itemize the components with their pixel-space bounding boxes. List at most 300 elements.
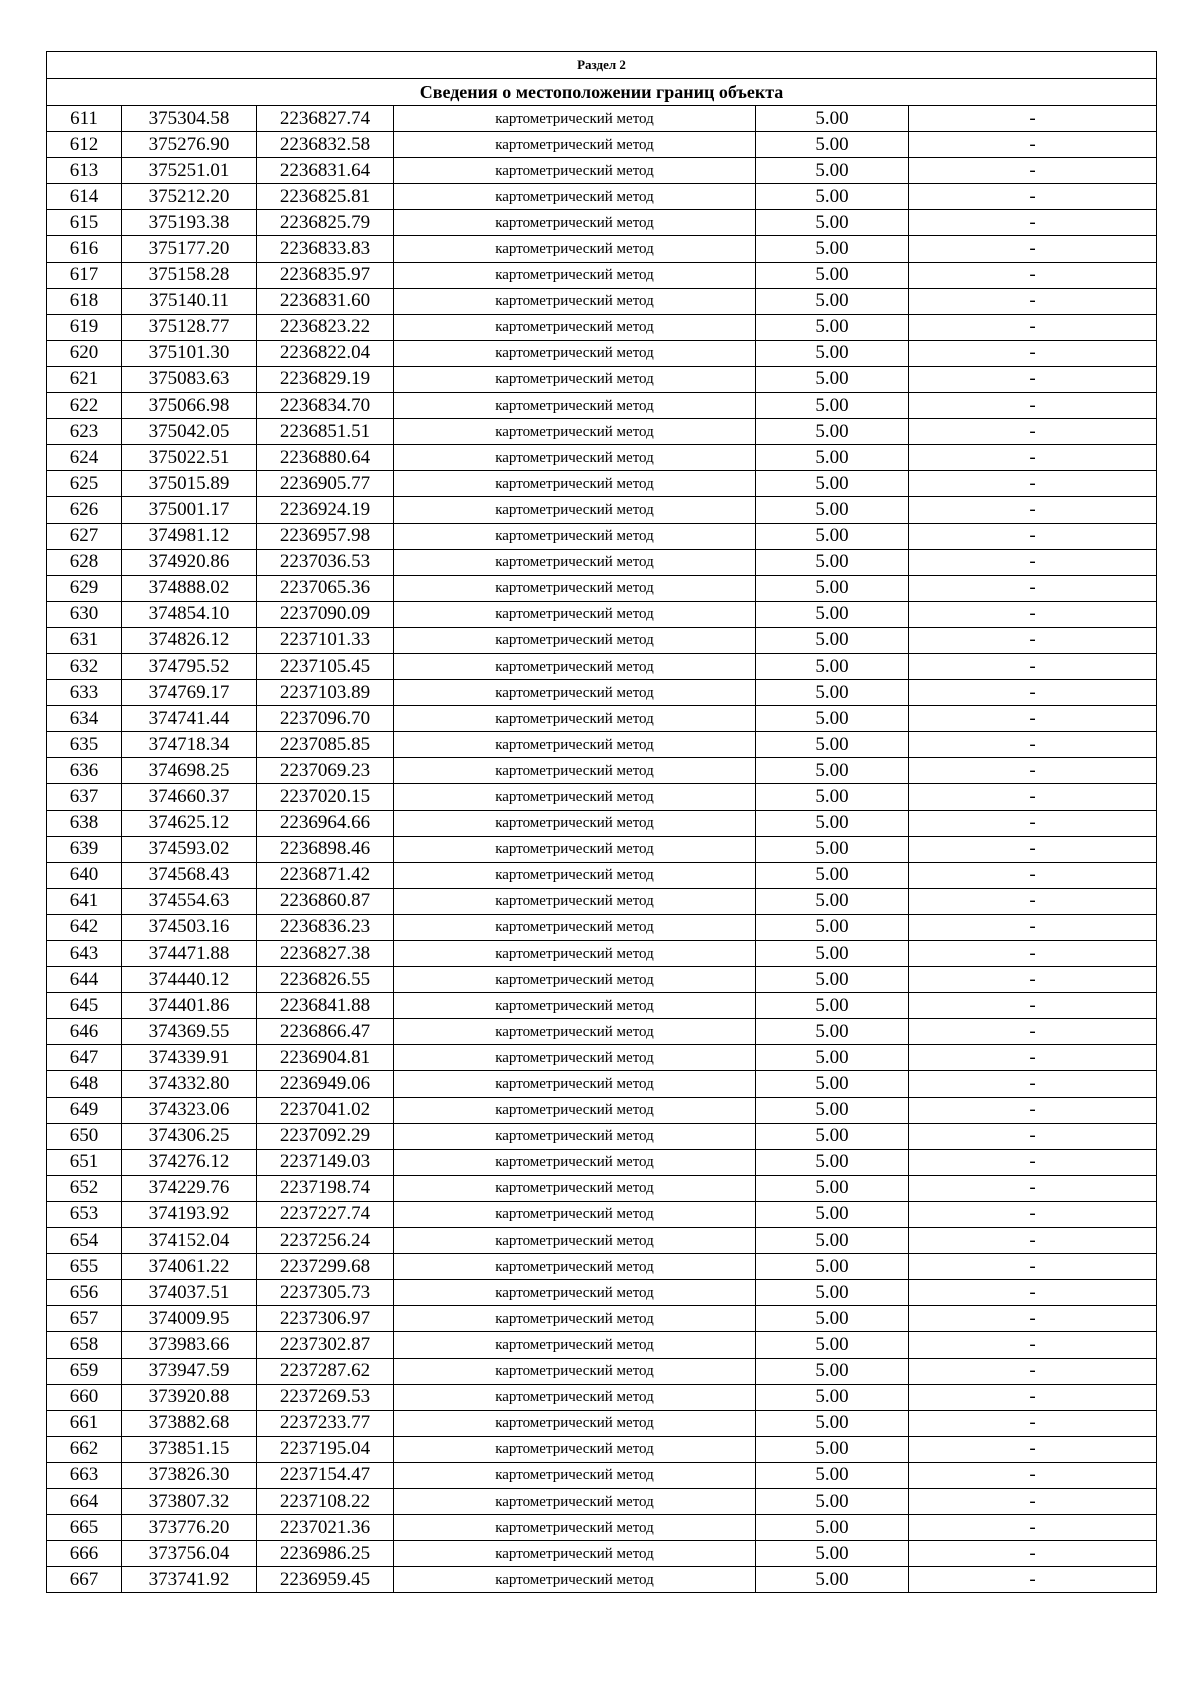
coordinate-x-cell: 373807.32 — [122, 1488, 257, 1514]
point-number-cell: 667 — [47, 1567, 122, 1593]
point-number-cell: 659 — [47, 1358, 122, 1384]
note-cell: - — [909, 366, 1157, 392]
table-row — [47, 158, 1157, 184]
point-number-cell: 655 — [47, 1254, 122, 1280]
method-cell: картометрический метод — [394, 158, 756, 184]
table-row — [47, 601, 1157, 627]
accuracy-cell: 5.00 — [756, 836, 909, 862]
coordinate-x-cell: 375251.01 — [122, 158, 257, 184]
coordinate-y-cell: 2236959.45 — [257, 1567, 394, 1593]
coordinate-x-cell: 373756.04 — [122, 1541, 257, 1567]
method-cell: картометрический метод — [394, 993, 756, 1019]
table-row — [47, 184, 1157, 210]
coordinate-x-cell: 375101.30 — [122, 340, 257, 366]
accuracy-cell: 5.00 — [756, 653, 909, 679]
coordinate-y-cell: 2237149.03 — [257, 1149, 394, 1175]
point-number-cell: 638 — [47, 810, 122, 836]
table-row — [47, 1123, 1157, 1149]
note-cell: - — [909, 1280, 1157, 1306]
method-cell: картометрический метод — [394, 1436, 756, 1462]
table-row — [47, 1175, 1157, 1201]
table-row — [47, 1201, 1157, 1227]
coordinate-x-cell: 374698.25 — [122, 758, 257, 784]
accuracy-cell: 5.00 — [756, 1123, 909, 1149]
table-row — [47, 366, 1157, 392]
method-cell: картометрический метод — [394, 106, 756, 132]
note-cell: - — [909, 914, 1157, 940]
method-cell: картометрический метод — [394, 836, 756, 862]
accuracy-cell: 5.00 — [756, 419, 909, 445]
accuracy-cell: 5.00 — [756, 1306, 909, 1332]
note-cell: - — [909, 1384, 1157, 1410]
point-number-cell: 642 — [47, 914, 122, 940]
table-title-row — [47, 79, 1157, 106]
coordinate-x-cell: 374981.12 — [122, 523, 257, 549]
point-number-cell: 634 — [47, 706, 122, 732]
point-number-cell: 618 — [47, 288, 122, 314]
coordinate-x-cell: 374718.34 — [122, 732, 257, 758]
method-cell: картометрический метод — [394, 132, 756, 158]
coordinate-y-cell: 2237101.33 — [257, 627, 394, 653]
note-cell: - — [909, 810, 1157, 836]
method-cell: картометрический метод — [394, 419, 756, 445]
table-row — [47, 941, 1157, 967]
note-cell: - — [909, 888, 1157, 914]
coordinate-x-cell: 375140.11 — [122, 288, 257, 314]
method-cell: картометрический метод — [394, 1045, 756, 1071]
accuracy-cell: 5.00 — [756, 184, 909, 210]
method-cell: картометрический метод — [394, 653, 756, 679]
table-row — [47, 784, 1157, 810]
method-cell: картометрический метод — [394, 967, 756, 993]
coordinate-y-cell: 2236832.58 — [257, 132, 394, 158]
coordinate-x-cell: 374009.95 — [122, 1306, 257, 1332]
point-number-cell: 656 — [47, 1280, 122, 1306]
coordinate-x-cell: 374193.92 — [122, 1201, 257, 1227]
accuracy-cell: 5.00 — [756, 1462, 909, 1488]
table-row — [47, 471, 1157, 497]
point-number-cell: 627 — [47, 523, 122, 549]
table-row — [47, 497, 1157, 523]
coordinate-x-cell: 374854.10 — [122, 601, 257, 627]
accuracy-cell: 5.00 — [756, 1071, 909, 1097]
note-cell: - — [909, 549, 1157, 575]
accuracy-cell: 5.00 — [756, 680, 909, 706]
coordinate-x-cell: 373741.92 — [122, 1567, 257, 1593]
point-number-cell: 637 — [47, 784, 122, 810]
accuracy-cell: 5.00 — [756, 1436, 909, 1462]
coordinate-y-cell: 2237096.70 — [257, 706, 394, 732]
coordinate-y-cell: 2237302.87 — [257, 1332, 394, 1358]
coordinate-y-cell: 2236822.04 — [257, 340, 394, 366]
method-cell: картометрический метод — [394, 941, 756, 967]
coordinate-y-cell: 2236823.22 — [257, 314, 394, 340]
point-number-cell: 664 — [47, 1488, 122, 1514]
note-cell: - — [909, 106, 1157, 132]
note-cell: - — [909, 653, 1157, 679]
coordinate-y-cell: 2236826.55 — [257, 967, 394, 993]
accuracy-cell: 5.00 — [756, 732, 909, 758]
coordinate-x-cell: 373776.20 — [122, 1515, 257, 1541]
coordinate-y-cell: 2236834.70 — [257, 393, 394, 419]
accuracy-cell: 5.00 — [756, 1567, 909, 1593]
note-cell: - — [909, 836, 1157, 862]
coordinate-x-cell: 375083.63 — [122, 366, 257, 392]
note-cell: - — [909, 732, 1157, 758]
method-cell: картометрический метод — [394, 784, 756, 810]
note-cell: - — [909, 184, 1157, 210]
table-row — [47, 1149, 1157, 1175]
coordinate-y-cell: 2236825.81 — [257, 184, 394, 210]
coordinate-x-cell: 375128.77 — [122, 314, 257, 340]
accuracy-cell: 5.00 — [756, 706, 909, 732]
table-row — [47, 1567, 1157, 1593]
table-row — [47, 575, 1157, 601]
note-cell: - — [909, 419, 1157, 445]
coordinate-x-cell: 375015.89 — [122, 471, 257, 497]
coordinate-y-cell: 2237105.45 — [257, 653, 394, 679]
method-cell: картометрический метод — [394, 1019, 756, 1045]
method-cell: картометрический метод — [394, 888, 756, 914]
table-row — [47, 1280, 1157, 1306]
method-cell: картометрический метод — [394, 1280, 756, 1306]
point-number-cell: 652 — [47, 1175, 122, 1201]
accuracy-cell: 5.00 — [756, 340, 909, 366]
method-cell: картометрический метод — [394, 1071, 756, 1097]
coordinate-x-cell: 375212.20 — [122, 184, 257, 210]
table-row — [47, 1228, 1157, 1254]
point-number-cell: 613 — [47, 158, 122, 184]
coordinate-y-cell: 2237154.47 — [257, 1462, 394, 1488]
point-number-cell: 639 — [47, 836, 122, 862]
table-row — [47, 1541, 1157, 1567]
accuracy-cell: 5.00 — [756, 288, 909, 314]
coordinate-x-cell: 374769.17 — [122, 680, 257, 706]
table-row — [47, 1358, 1157, 1384]
point-number-cell: 658 — [47, 1332, 122, 1358]
method-cell: картометрический метод — [394, 1254, 756, 1280]
point-number-cell: 619 — [47, 314, 122, 340]
coordinate-y-cell: 2236904.81 — [257, 1045, 394, 1071]
note-cell: - — [909, 758, 1157, 784]
note-cell: - — [909, 393, 1157, 419]
note-cell: - — [909, 1541, 1157, 1567]
note-cell: - — [909, 941, 1157, 967]
coordinate-x-cell: 373920.88 — [122, 1384, 257, 1410]
method-cell: картометрический метод — [394, 627, 756, 653]
coordinate-y-cell: 2237195.04 — [257, 1436, 394, 1462]
coordinate-x-cell: 374503.16 — [122, 914, 257, 940]
note-cell: - — [909, 1149, 1157, 1175]
accuracy-cell: 5.00 — [756, 941, 909, 967]
note-cell: - — [909, 1045, 1157, 1071]
coordinate-y-cell: 2237041.02 — [257, 1097, 394, 1123]
coordinate-x-cell: 375042.05 — [122, 419, 257, 445]
table-row — [47, 758, 1157, 784]
note-cell: - — [909, 1488, 1157, 1514]
coordinate-x-cell: 374593.02 — [122, 836, 257, 862]
accuracy-cell: 5.00 — [756, 366, 909, 392]
method-cell: картометрический метод — [394, 366, 756, 392]
section-label: Раздел 2 — [47, 52, 1157, 79]
accuracy-cell: 5.00 — [756, 1515, 909, 1541]
accuracy-cell: 5.00 — [756, 888, 909, 914]
method-cell: картометрический метод — [394, 236, 756, 262]
point-number-cell: 657 — [47, 1306, 122, 1332]
point-number-cell: 622 — [47, 393, 122, 419]
accuracy-cell: 5.00 — [756, 993, 909, 1019]
accuracy-cell: 5.00 — [756, 1019, 909, 1045]
method-cell: картометрический метод — [394, 288, 756, 314]
method-cell: картометрический метод — [394, 1515, 756, 1541]
coordinate-y-cell: 2236924.19 — [257, 497, 394, 523]
coordinate-x-cell: 374568.43 — [122, 862, 257, 888]
coordinate-y-cell: 2237305.73 — [257, 1280, 394, 1306]
note-cell: - — [909, 575, 1157, 601]
coordinate-y-cell: 2237036.53 — [257, 549, 394, 575]
point-number-cell: 617 — [47, 262, 122, 288]
coordinate-x-cell: 374471.88 — [122, 941, 257, 967]
coordinate-y-cell: 2236827.38 — [257, 941, 394, 967]
coordinate-y-cell: 2237299.68 — [257, 1254, 394, 1280]
point-number-cell: 665 — [47, 1515, 122, 1541]
table-row — [47, 236, 1157, 262]
method-cell: картометрический метод — [394, 732, 756, 758]
table-row — [47, 627, 1157, 653]
accuracy-cell: 5.00 — [756, 1045, 909, 1071]
method-cell: картометрический метод — [394, 1228, 756, 1254]
table-row — [47, 288, 1157, 314]
accuracy-cell: 5.00 — [756, 914, 909, 940]
table-row — [47, 653, 1157, 679]
coordinate-y-cell: 2236835.97 — [257, 262, 394, 288]
point-number-cell: 630 — [47, 601, 122, 627]
table-row — [47, 1097, 1157, 1123]
coordinate-x-cell: 374229.76 — [122, 1175, 257, 1201]
accuracy-cell: 5.00 — [756, 1541, 909, 1567]
method-cell: картометрический метод — [394, 601, 756, 627]
table-row — [47, 1384, 1157, 1410]
accuracy-cell: 5.00 — [756, 236, 909, 262]
point-number-cell: 643 — [47, 941, 122, 967]
method-cell: картометрический метод — [394, 393, 756, 419]
table-row — [47, 967, 1157, 993]
coordinate-y-cell: 2236860.87 — [257, 888, 394, 914]
note-cell: - — [909, 1410, 1157, 1436]
point-number-cell: 651 — [47, 1149, 122, 1175]
note-cell: - — [909, 993, 1157, 1019]
accuracy-cell: 5.00 — [756, 1149, 909, 1175]
note-cell: - — [909, 1019, 1157, 1045]
point-number-cell: 615 — [47, 210, 122, 236]
coordinate-x-cell: 374339.91 — [122, 1045, 257, 1071]
accuracy-cell: 5.00 — [756, 497, 909, 523]
point-number-cell: 644 — [47, 967, 122, 993]
coordinate-y-cell: 2236964.66 — [257, 810, 394, 836]
coordinate-x-cell: 374061.22 — [122, 1254, 257, 1280]
method-cell: картометрический метод — [394, 914, 756, 940]
coordinate-y-cell: 2237020.15 — [257, 784, 394, 810]
accuracy-cell: 5.00 — [756, 1410, 909, 1436]
point-number-cell: 640 — [47, 862, 122, 888]
table-row — [47, 1071, 1157, 1097]
coordinate-y-cell: 2236831.64 — [257, 158, 394, 184]
point-number-cell: 647 — [47, 1045, 122, 1071]
table-row — [47, 1488, 1157, 1514]
point-number-cell: 625 — [47, 471, 122, 497]
coordinate-x-cell: 375276.90 — [122, 132, 257, 158]
accuracy-cell: 5.00 — [756, 758, 909, 784]
point-number-cell: 621 — [47, 366, 122, 392]
method-cell: картометрический метод — [394, 549, 756, 575]
accuracy-cell: 5.00 — [756, 210, 909, 236]
accuracy-cell: 5.00 — [756, 523, 909, 549]
method-cell: картометрический метод — [394, 1332, 756, 1358]
point-number-cell: 629 — [47, 575, 122, 601]
point-number-cell: 612 — [47, 132, 122, 158]
accuracy-cell: 5.00 — [756, 1175, 909, 1201]
coordinate-x-cell: 374920.86 — [122, 549, 257, 575]
accuracy-cell: 5.00 — [756, 445, 909, 471]
method-cell: картометрический метод — [394, 1149, 756, 1175]
point-number-cell: 648 — [47, 1071, 122, 1097]
accuracy-cell: 5.00 — [756, 1254, 909, 1280]
table-row — [47, 1306, 1157, 1332]
coordinate-x-cell: 374554.63 — [122, 888, 257, 914]
method-cell: картометрический метод — [394, 680, 756, 706]
coordinate-x-cell: 374440.12 — [122, 967, 257, 993]
coordinate-y-cell: 2236831.60 — [257, 288, 394, 314]
point-number-cell: 663 — [47, 1462, 122, 1488]
accuracy-cell: 5.00 — [756, 810, 909, 836]
coordinate-x-cell: 374276.12 — [122, 1149, 257, 1175]
coordinate-y-cell: 2236871.42 — [257, 862, 394, 888]
coordinate-x-cell: 373851.15 — [122, 1436, 257, 1462]
coordinate-y-cell: 2236898.46 — [257, 836, 394, 862]
accuracy-cell: 5.00 — [756, 1384, 909, 1410]
note-cell: - — [909, 601, 1157, 627]
note-cell: - — [909, 1175, 1157, 1201]
note-cell: - — [909, 340, 1157, 366]
method-cell: картометрический метод — [394, 1358, 756, 1384]
table-row — [47, 862, 1157, 888]
coordinate-x-cell: 375304.58 — [122, 106, 257, 132]
point-number-cell: 631 — [47, 627, 122, 653]
table-row — [47, 445, 1157, 471]
accuracy-cell: 5.00 — [756, 158, 909, 184]
note-cell: - — [909, 1567, 1157, 1593]
coordinate-y-cell: 2237256.24 — [257, 1228, 394, 1254]
point-number-cell: 662 — [47, 1436, 122, 1462]
coordinate-x-cell: 374152.04 — [122, 1228, 257, 1254]
point-number-cell: 650 — [47, 1123, 122, 1149]
method-cell: картометрический метод — [394, 445, 756, 471]
method-cell: картометрический метод — [394, 758, 756, 784]
coordinate-x-cell: 375066.98 — [122, 393, 257, 419]
point-number-cell: 623 — [47, 419, 122, 445]
method-cell: картометрический метод — [394, 1462, 756, 1488]
table-row — [47, 1410, 1157, 1436]
coordinate-x-cell: 374888.02 — [122, 575, 257, 601]
coordinate-x-cell: 374369.55 — [122, 1019, 257, 1045]
coordinate-x-cell: 373882.68 — [122, 1410, 257, 1436]
coordinate-x-cell: 375022.51 — [122, 445, 257, 471]
note-cell: - — [909, 706, 1157, 732]
method-cell: картометрический метод — [394, 262, 756, 288]
coordinate-y-cell: 2236836.23 — [257, 914, 394, 940]
note-cell: - — [909, 262, 1157, 288]
coordinate-y-cell: 2236841.88 — [257, 993, 394, 1019]
table-row — [47, 1332, 1157, 1358]
method-cell: картометрический метод — [394, 523, 756, 549]
table-row — [47, 132, 1157, 158]
point-number-cell: 633 — [47, 680, 122, 706]
table-row — [47, 732, 1157, 758]
note-cell: - — [909, 523, 1157, 549]
accuracy-cell: 5.00 — [756, 575, 909, 601]
coordinate-y-cell: 2236949.06 — [257, 1071, 394, 1097]
accuracy-cell: 5.00 — [756, 627, 909, 653]
table-row — [47, 419, 1157, 445]
point-number-cell: 636 — [47, 758, 122, 784]
method-cell: картометрический метод — [394, 1567, 756, 1593]
point-number-cell: 628 — [47, 549, 122, 575]
point-number-cell: 632 — [47, 653, 122, 679]
table-row — [47, 993, 1157, 1019]
coordinate-y-cell: 2237069.23 — [257, 758, 394, 784]
coordinate-y-cell: 2236827.74 — [257, 106, 394, 132]
coordinate-y-cell: 2236880.64 — [257, 445, 394, 471]
coordinate-x-cell: 374306.25 — [122, 1123, 257, 1149]
coordinate-y-cell: 2237233.77 — [257, 1410, 394, 1436]
method-cell: картометрический метод — [394, 1175, 756, 1201]
point-number-cell: 666 — [47, 1541, 122, 1567]
note-cell: - — [909, 1306, 1157, 1332]
table-row — [47, 262, 1157, 288]
boundary-coordinates-table — [46, 51, 1157, 1593]
method-cell: картометрический метод — [394, 1201, 756, 1227]
coordinate-y-cell: 2237085.85 — [257, 732, 394, 758]
method-cell: картометрический метод — [394, 810, 756, 836]
coordinate-y-cell: 2237306.97 — [257, 1306, 394, 1332]
method-cell: картометрический метод — [394, 862, 756, 888]
note-cell: - — [909, 1436, 1157, 1462]
coordinate-x-cell: 373826.30 — [122, 1462, 257, 1488]
coordinate-y-cell: 2236986.25 — [257, 1541, 394, 1567]
note-cell: - — [909, 445, 1157, 471]
note-cell: - — [909, 314, 1157, 340]
coordinate-x-cell: 373947.59 — [122, 1358, 257, 1384]
note-cell: - — [909, 1201, 1157, 1227]
note-cell: - — [909, 1228, 1157, 1254]
accuracy-cell: 5.00 — [756, 471, 909, 497]
note-cell: - — [909, 1462, 1157, 1488]
accuracy-cell: 5.00 — [756, 1280, 909, 1306]
point-number-cell: 616 — [47, 236, 122, 262]
method-cell: картометрический метод — [394, 575, 756, 601]
table-row — [47, 523, 1157, 549]
accuracy-cell: 5.00 — [756, 1332, 909, 1358]
method-cell: картометрический метод — [394, 497, 756, 523]
point-number-cell: 654 — [47, 1228, 122, 1254]
table-row — [47, 706, 1157, 732]
point-number-cell: 635 — [47, 732, 122, 758]
coordinate-x-cell: 375177.20 — [122, 236, 257, 262]
method-cell: картометрический метод — [394, 1123, 756, 1149]
point-number-cell: 620 — [47, 340, 122, 366]
table-row — [47, 914, 1157, 940]
coordinate-y-cell: 2236957.98 — [257, 523, 394, 549]
